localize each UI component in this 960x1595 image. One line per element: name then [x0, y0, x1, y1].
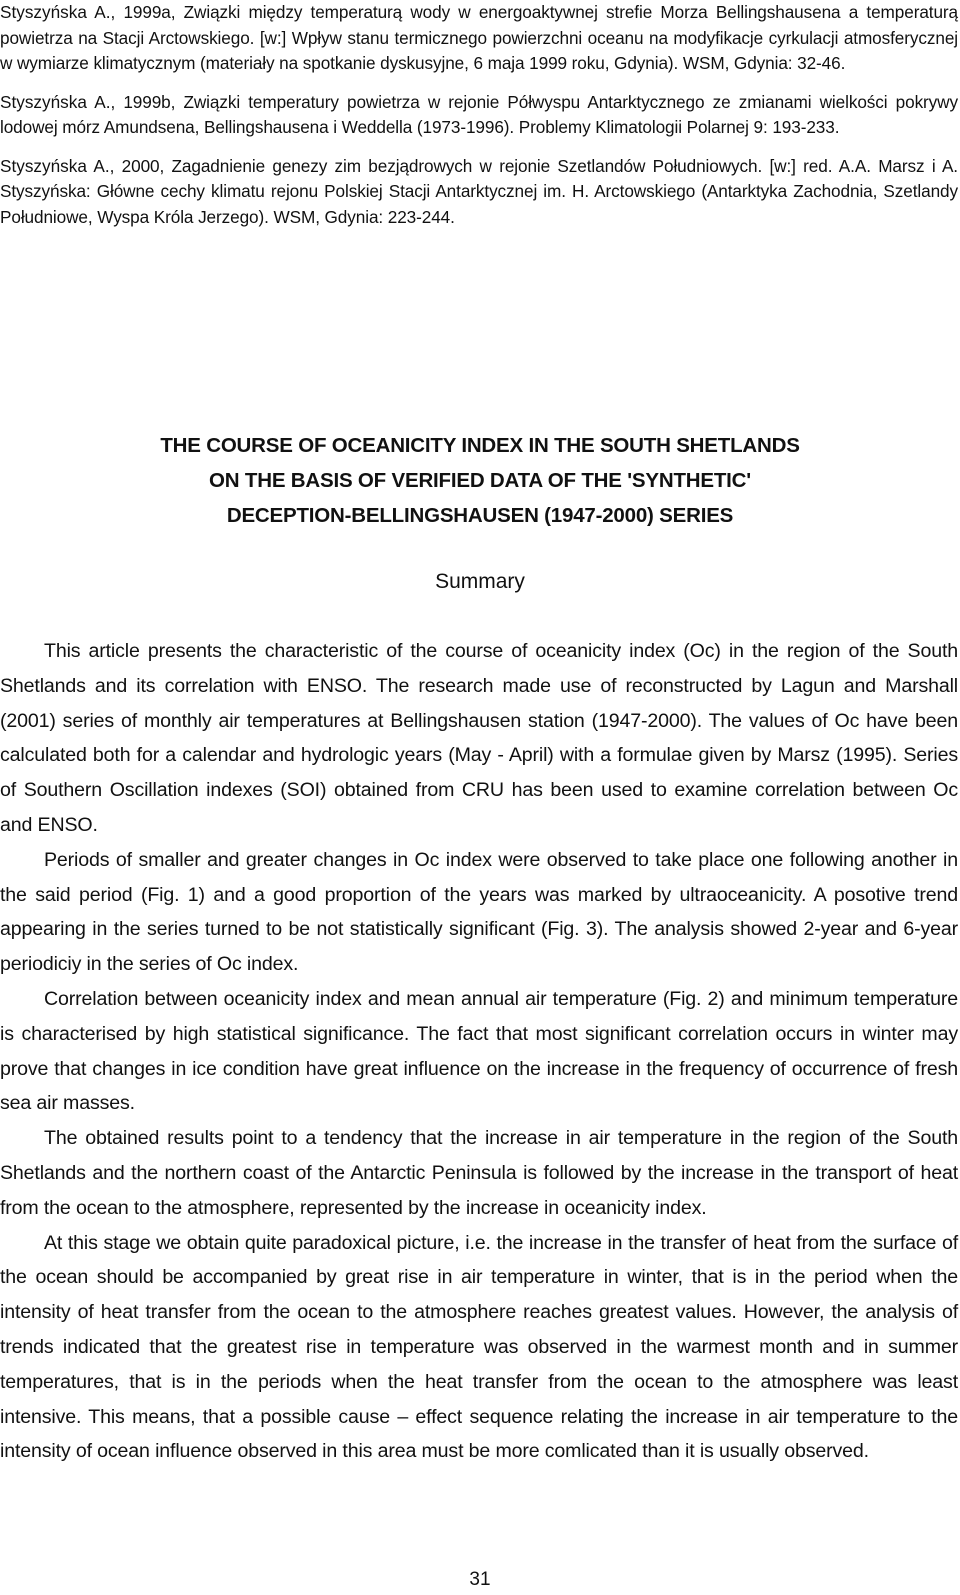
reference-text: , 1999a, Związki między temperaturą wody w energoaktywnej strefie Morza Bellingshausena a temperaturą powietrza na Stacji Arctowskiego. [w:] Wpływ stanu termicznego powierzchni oceanu na modyfikacje cyrkulacji atmosferycznej w wymiarze klimatycznym (materiały na spotkanie dyskusyjne, 6 maja 1999 roku, Gdynia). WSM, Gdynia: 32-46. [0, 2, 958, 73]
summary-heading: Summary [435, 570, 525, 593]
title-line: THE COURSE OF OCEANICITY INDEX IN THE SOUTH SHETLANDS [160, 434, 800, 457]
reference-entry [0, 90, 958, 141]
article-title [0, 428, 960, 533]
summary-paragraph: This article presents the characteristic of the course of oceanicity index (Oc) in the region of the South Shetlands and its correlation with ENSO. The research made use of reconstructed by Lagun and Marshall (2001) series of monthly air temperatures at Bellingshausen station (1947-2000). The values of Oc have been calculated both for a calendar and hydrologic years (May - April) with a formulae given by Marsz (1995). Series of Southern Oscillation indexes (SOI) obtained from CRU has been used to examine correlation between Oc and ENSO. [0, 640, 958, 836]
summary-paragraph: At this stage we obtain quite paradoxical picture, i.e. the increase in the transfer of heat from the surface of the ocean should be accompanied by great rise in air temperature in winter, that is in the period when the intensity of heat transfer from the ocean to the atmosphere reaches greatest values. However, the analysis of trends indicated that the greatest rise in temperature was observed in the warmest month and in summer temperatures, that is in the periods when the heat transfer from the ocean to the atmosphere was least intensive. This means, that a possible cause – effect sequence relating the increase in air temperature to the intensity of ocean influence observed in this area must be more comlicated than it is usually observed. [0, 1231, 958, 1463]
title-line: DECEPTION-BELLINGSHAUSEN (1947-2000) SERIES [226, 504, 734, 527]
page-number: 31 [469, 1569, 491, 1590]
reference-text: , 2000, Zagadnienie genezy zim bezjądrowych w rejonie Szetlandów Południowych. [w:] red. A.A. Marsz i A. Styszyńska: Główne cechy klimatu rejonu Polskiej Stacji Antarktycznej im. H. Arctowskiego (Antarktyka Zachodnia, Szetlandy Południowe, Wyspa Króla Jerzego). WSM, Gdynia: 223-244. [0, 155, 958, 227]
summary-paragraph: Periods of smaller and greater changes in Oc index were observed to take place one following another in the said period (Fig. 1) and a good proportion of the years was marked by ultraoceanicity. A posotive trend appearing in the series turned to be not statistically significant (Fig. 3). The analysis showed 2-year and 6-year periodiciy in the series of Oc index. [0, 848, 958, 976]
reference-entry [0, 0, 958, 77]
reference-author: Styszyńska A. [0, 2, 111, 22]
summary-paragraph: The obtained results point to a tendency that the increase in air temperature in the region of the South Shetlands and the northern coast of the Antarctic Peninsula is followed by the increase in the transport of heat from the ocean to the atmosphere, represented by the increase in oceanicity index. [0, 1127, 958, 1219]
references-section [0, 0, 958, 243]
reference-text: , 1999b, Związki temperatury powietrza w rejonie Półwyspu Antarktycznego ze zmianami wielkości pokrywy lodowej mórz Amundsena, Bellingshausena i Weddella (1973-1996). Problemy Klimatologii Polarnej 9: 193-233. [0, 91, 958, 137]
reference-author: Styszyńska A. [0, 155, 110, 176]
reference-entry [0, 154, 958, 231]
reference-author: Styszyńska A. [0, 91, 111, 112]
summary-body [0, 634, 958, 1469]
summary-paragraph: Correlation between oceanicity index and mean annual air temperature (Fig. 2) and minimum temperature is characterised by high statistical significance. The fact that most significant correlation occurs in winter may prove that changes in ice condition have great influence on the increase in the frequency of occurrence of fresh sea air masses. [0, 987, 958, 1115]
title-line: ON THE BASIS OF VERIFIED DATA OF THE 'SYNTHETIC' [209, 469, 751, 492]
